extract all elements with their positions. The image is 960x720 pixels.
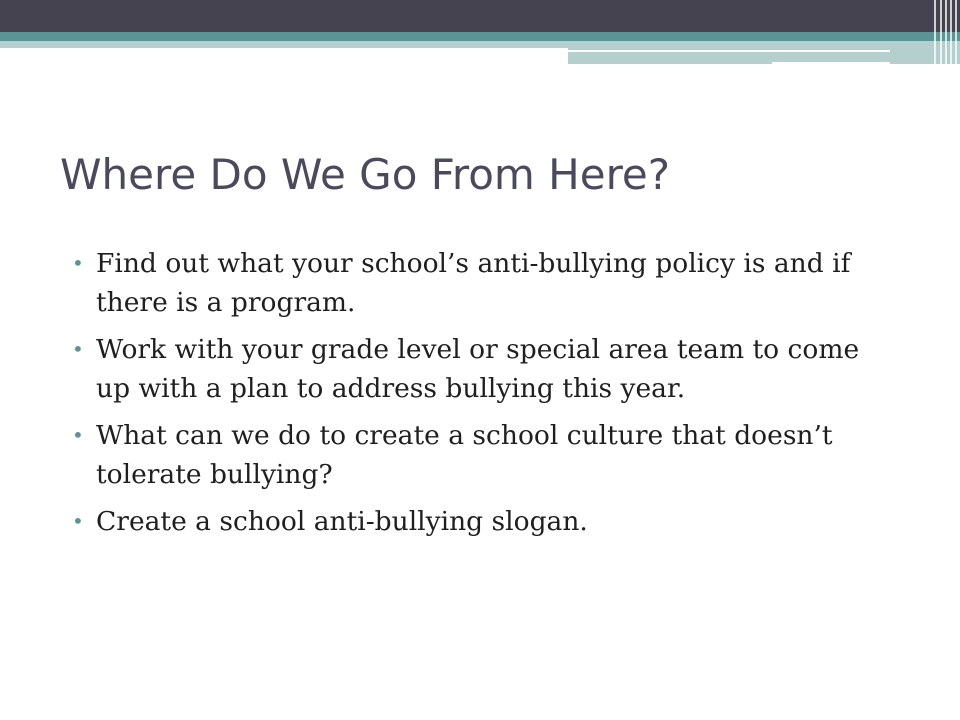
slide-title: Where Do We Go From Here? xyxy=(60,150,671,199)
bullet-item xyxy=(72,244,892,322)
header-stripes xyxy=(930,0,960,64)
header-accent-line xyxy=(568,50,890,52)
header-band-light xyxy=(0,41,960,48)
bullet-marker: • xyxy=(72,509,84,533)
bullet-item xyxy=(72,502,892,541)
bullet-marker: • xyxy=(72,251,84,275)
bullet-list xyxy=(72,244,892,549)
bullet-item xyxy=(72,416,892,494)
bullet-text: Find out what your school’s anti-bullying policy is and if there is a program. xyxy=(96,248,851,318)
bullet-marker: • xyxy=(72,337,84,361)
header-band-dark xyxy=(0,0,960,32)
bullet-marker: • xyxy=(72,423,84,447)
bullet-text: Create a school anti-bullying slogan. xyxy=(96,506,588,537)
header-accent-line xyxy=(772,62,890,64)
bullet-item xyxy=(72,330,892,408)
bullet-text: Work with your grade level or special area team to come up with a plan to address bullying this year. xyxy=(96,334,860,404)
bullet-text: What can we do to create a school culture that doesn’t tolerate bullying? xyxy=(96,420,833,490)
header-band-teal xyxy=(0,32,960,41)
